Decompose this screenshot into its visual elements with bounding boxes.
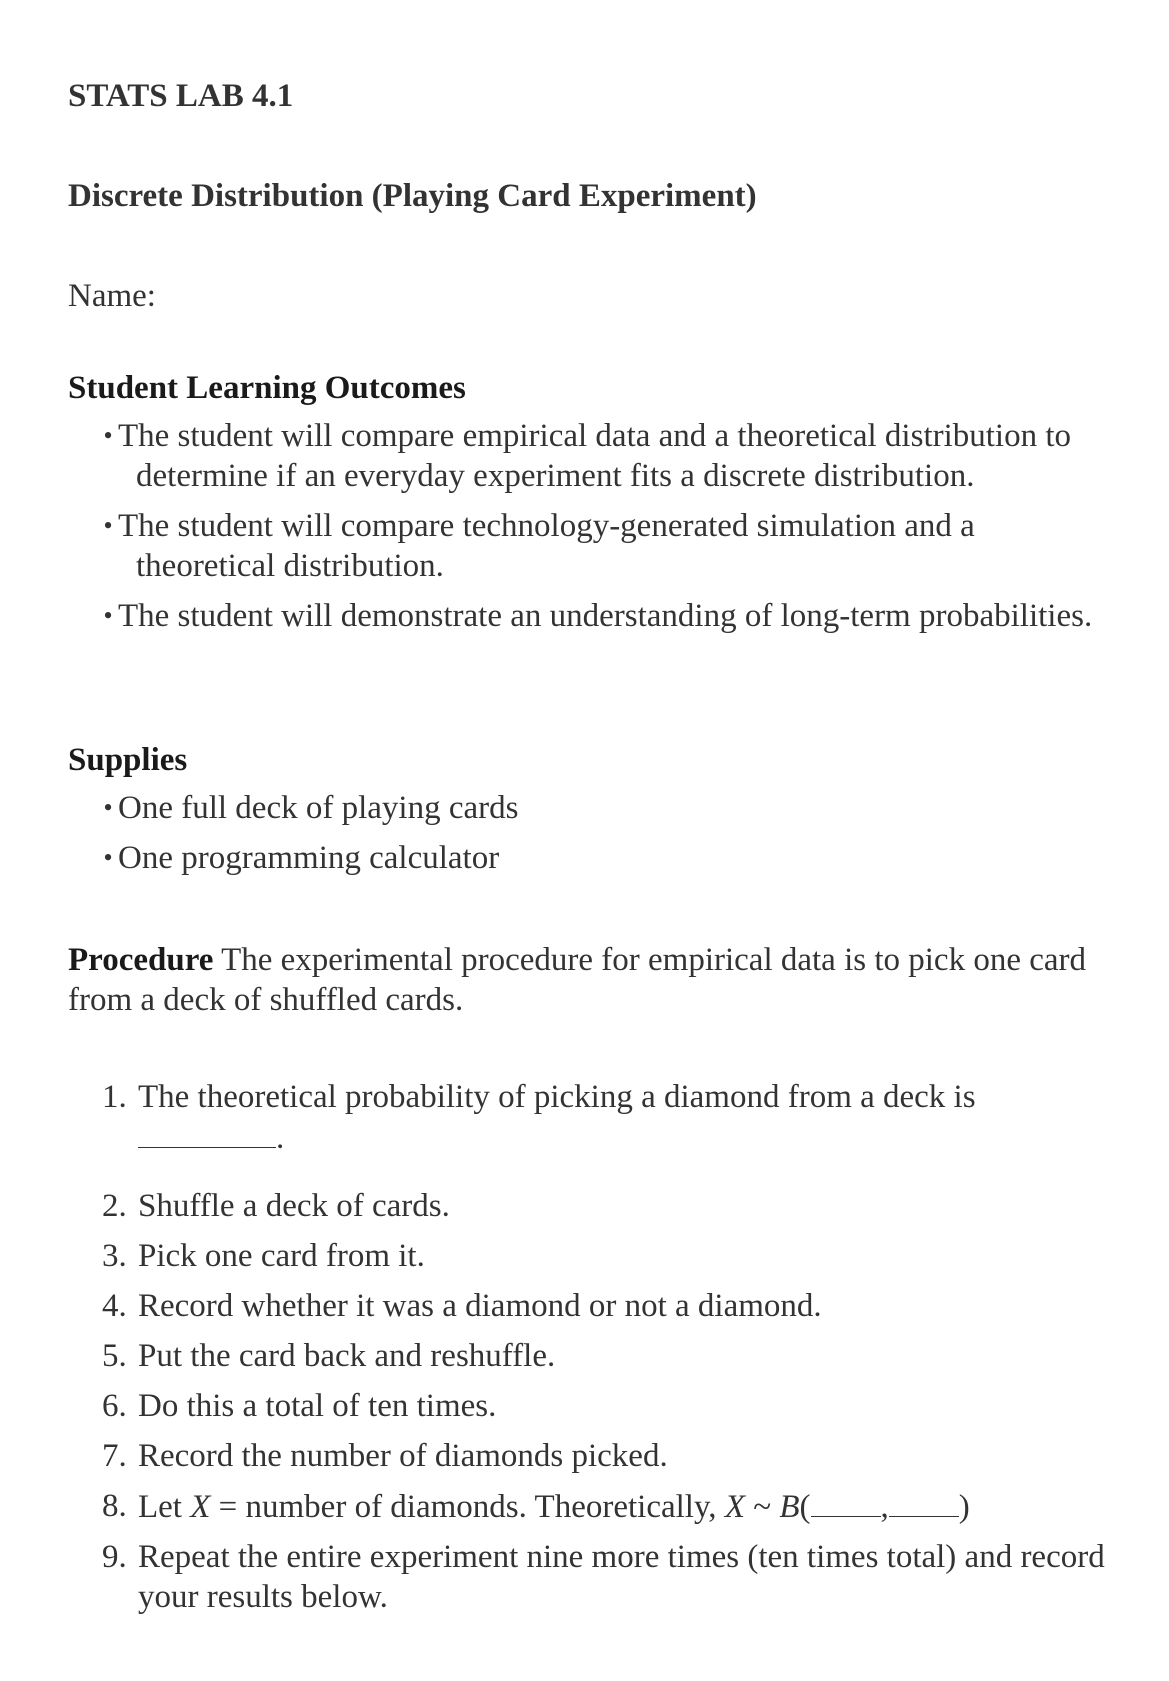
supply-item — [98, 788, 1108, 828]
comma: , — [880, 1489, 889, 1525]
outcome-text: The student will compare empirical data and a theoretical distribution to determine if an everyday experiment fits a discrete distribution. — [118, 418, 1072, 494]
step-number: 4. — [102, 1288, 127, 1324]
step-number: 9. — [102, 1539, 127, 1575]
variable-x: X — [190, 1489, 211, 1525]
bullet-icon: • — [103, 421, 113, 450]
step-text: Put the card back and reshuffle. — [138, 1338, 556, 1374]
probability-answer-blank[interactable] — [138, 1117, 276, 1148]
tilde-symbol: ~ — [744, 1489, 780, 1525]
outcome-item — [98, 416, 1108, 496]
step-item — [102, 1386, 1122, 1426]
step-text: Shuffle a deck of cards. — [138, 1188, 450, 1224]
step-number: 1. — [102, 1079, 127, 1115]
step-item — [102, 1236, 1122, 1276]
outcome-text: The student will demonstrate an understanding of long-term probabilities. — [118, 598, 1093, 634]
step-number: 8. — [102, 1488, 127, 1524]
step-text: Pick one card from it. — [138, 1238, 425, 1274]
outcomes-list — [98, 416, 1108, 646]
bullet-icon: • — [103, 511, 113, 540]
step-number: 5. — [102, 1338, 127, 1374]
open-paren: ( — [799, 1489, 811, 1525]
bullet-icon: • — [103, 843, 113, 872]
procedure-intro: The experimental procedure for empirical data is to pick one card from a deck of shuffled cards. — [68, 942, 1087, 1018]
step-item — [102, 1186, 1122, 1226]
step-item — [102, 1286, 1122, 1326]
variable-x: X — [724, 1489, 745, 1525]
step-text: Record whether it was a diamond or not a diamond. — [138, 1288, 822, 1324]
step-number: 7. — [102, 1438, 127, 1474]
step-text-pre: Let — [138, 1489, 191, 1525]
step-period: . — [276, 1120, 285, 1156]
step-number: 2. — [102, 1188, 127, 1224]
name-label: Name: — [68, 278, 156, 314]
supply-text: One full deck of playing cards — [118, 790, 519, 826]
step-text: Do this a total of ten times. — [138, 1388, 497, 1424]
step-item — [102, 1436, 1122, 1476]
supply-item — [98, 838, 1108, 878]
step-item — [102, 1486, 1122, 1527]
binomial-p-blank[interactable] — [889, 1486, 959, 1517]
procedure-paragraph — [68, 940, 1098, 1020]
lab-subtitle: Discrete Distribution (Playing Card Experiment) — [68, 178, 757, 214]
procedure-steps — [102, 1077, 1122, 1627]
step-item — [102, 1336, 1122, 1376]
procedure-heading: Procedure — [68, 942, 214, 978]
step-text: The theoretical probability of picking a diamond from a deck is — [138, 1079, 976, 1115]
bullet-icon: • — [103, 601, 113, 630]
step-text-mid: = number of diamonds. Theoretically, — [210, 1489, 725, 1525]
supplies-heading: Supplies — [68, 742, 188, 778]
outcome-item — [98, 596, 1108, 636]
step-item — [102, 1537, 1122, 1617]
bullet-icon: • — [103, 793, 113, 822]
step-text: Repeat the entire experiment nine more times (ten times total) and record your results below. — [138, 1539, 1105, 1615]
outcome-item — [98, 506, 1108, 586]
binomial-b: B — [779, 1489, 800, 1525]
step-text: Record the number of diamonds picked. — [138, 1438, 668, 1474]
step-number: 3. — [102, 1238, 127, 1274]
outcomes-heading: Student Learning Outcomes — [68, 370, 466, 406]
supplies-list — [98, 788, 1108, 888]
step-number: 6. — [102, 1388, 127, 1424]
step-item — [102, 1077, 1122, 1158]
lab-title: STATS LAB 4.1 — [68, 78, 294, 114]
close-paren: ) — [958, 1489, 970, 1525]
binomial-n-blank[interactable] — [811, 1486, 881, 1517]
supply-text: One programming calculator — [118, 840, 500, 876]
outcome-text: The student will compare technology-generated simulation and a theoretical distribution. — [118, 508, 975, 584]
